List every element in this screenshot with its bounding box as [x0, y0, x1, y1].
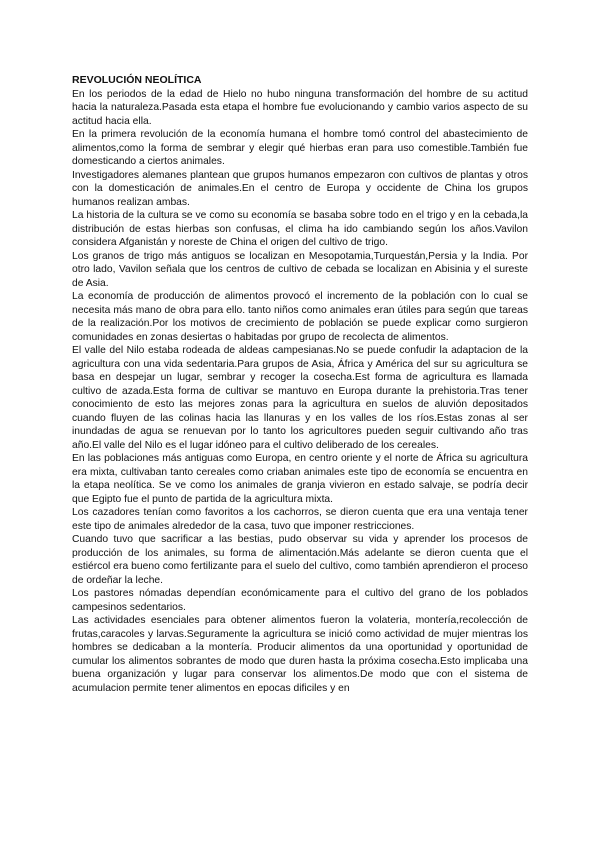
document-title: REVOLUCIÓN NEOLÍTICA	[72, 74, 202, 86]
paragraph: En las poblaciones más antiguas como Europa, en centro oriente y el norte de África su agricultura era mixta, cultivaban tanto cereales como criaban animales este tipo de economía se encuentra en la etapa neolítica. Se ve como los animales de granja vivieron en estado salvaje, se podría decir que Egipto fue el punto de partida de la agricultura mixta.	[72, 453, 528, 505]
paragraph: La historia de la cultura se ve como su economía se basaba sobre todo en el trigo y en la cebada,la distribución de estas hierbas son confusas, el clima ha ido cambiando según los años.Vavilon considera Afganistán y noreste de China el origen del cultivo de trigo.	[72, 210, 528, 248]
paragraph: Los pastores nómadas dependían económicamente para el cultivo del grano de los poblados campesinos sedentarios.	[72, 588, 528, 613]
paragraph: El valle del Nilo estaba rodeada de aldeas campesianas.No se puede confudir la adaptacion de la agricultura con una vida sedentaria.Para grupos de Asia, África y América del sur su agricultura se basa en despejar un lugar, sembrar y recoger la cosecha.Est forma de agricultura es llamada cultivo de azada.Esta forma de cultivar se mantuvo en Europa durante la prehistoria.Tras tener conocimiento de esto las mejores zonas para la agricultura en suelos de aluvión depositados cuando fluyen de las colinas hacia las llanuras y en los valles de los ríos.Estas zonas al ser inundadas de agua se renuevan por lo tanto los agricultores pueden seguir cultivando año tras año.El valle del Nilo es el lugar idóneo para el cultivo deliberado de los cereales.	[72, 345, 528, 451]
paragraph: Los cazadores tenían como favoritos a los cachorros, se dieron cuenta que era una ventaja tener este tipo de animales alrededor de la casa, tuvo que imponer restricciones.	[72, 507, 528, 532]
paragraph: Las actividades esenciales para obtener alimentos fueron la volateria, montería,recolección de frutas,caracoles y larvas.Seguramente la agricultura se inició como actividad de mujer mientras los hombres se dedicaban a la montería. Producir alimentos da una oportunidad y oportunidad de cumular los alimentos sobrantes de modo que duren hasta la próxima cosecha.Esto implicaba una buena organización y lugar para conservar los alimentos.De modo que con el sistema de acumulacion permite tener alimentos en epocas dificiles y en	[72, 615, 528, 694]
paragraph: Investigadores alemanes plantean que grupos humanos empezaron con cultivos de plantas y otros con la domesticación de animales.En el centro de Europa y occidente de China los grupos humanos realizan ambas.	[72, 169, 528, 208]
document-page	[72, 74, 528, 695]
paragraph: Cuando tuvo que sacrificar a las bestias, pudo observar su vida y aprender los procesos de producción de los animales, su forma de alimentación.Más adelante se dieron cuenta que el estiércol era bueno como fertilizante para el suelo del cultivo, como también aprendieron el proceso de ordeñar la leche.	[72, 534, 528, 586]
paragraph: Los granos de trigo más antiguos se localizan en Mesopotamia,Turquestán,Persia y la India. Por otro lado, Vavilon señala que los centros de cultivo de cebada se localizan en Abisinia y el sureste de Asia.	[72, 250, 528, 289]
paragraph: En los periodos de la edad de Hielo no hubo ninguna transformación del hombre de su actitud hacia la naturaleza.Pasada esta etapa el hombre fue evolucionando y cambio varios aspecto de su actitud hacia ella.	[72, 88, 528, 127]
paragraph: En la primera revolución de la economía humana el hombre tomó control del abastecimiento de alimentos,como la forma de sembrar y elegir qué hierbas eran para uso comestible.También fue domesticando a ciertos animales.	[72, 129, 528, 167]
paragraph: La economía de producción de alimentos provocó el incremento de la población con lo cual se necesita más mano de obra para ello. tanto niños como animales eran útiles para según que tareas de la realización.Por los motivos de crecimiento de población se puede explicar como surgieron comunidades en zonas desiertas o habitadas por grupo de recolecta de alimentos.	[72, 291, 528, 343]
